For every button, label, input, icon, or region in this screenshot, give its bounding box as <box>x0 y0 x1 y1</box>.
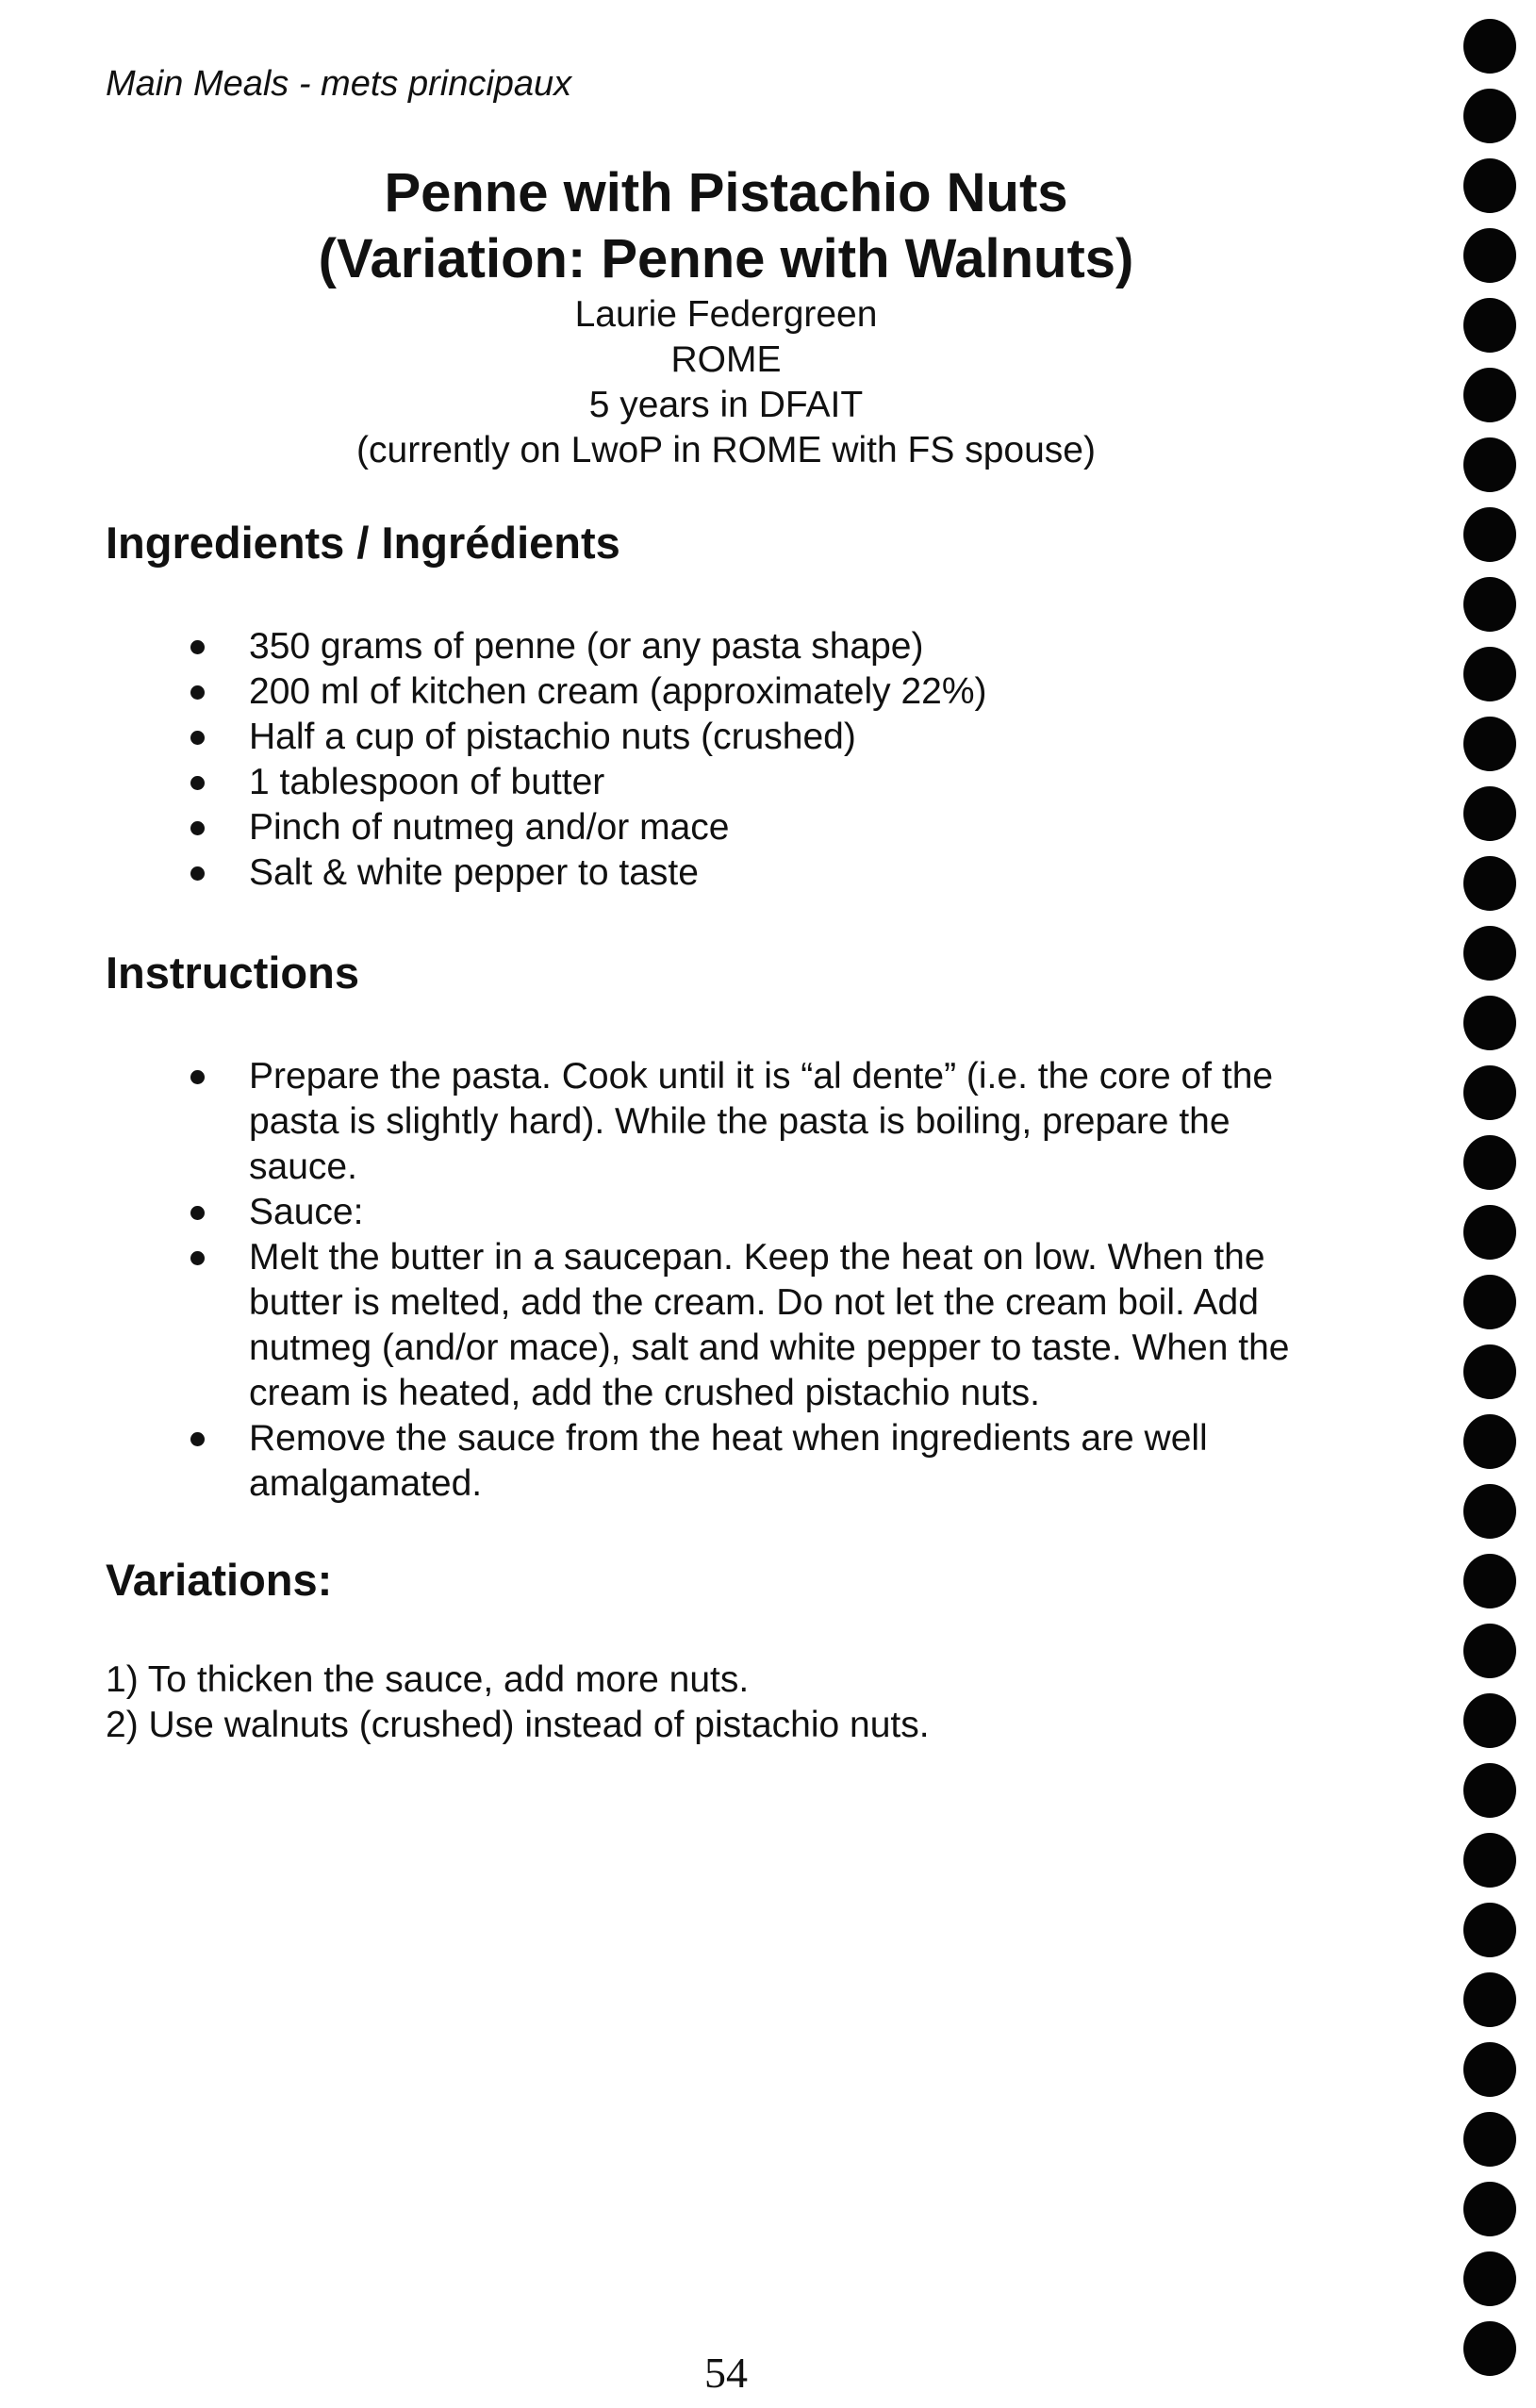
binding-hole-icon <box>1463 368 1516 422</box>
bullet-icon <box>190 821 205 835</box>
author-status: (currently on LwoP in ROME with FS spouse) <box>356 430 1096 470</box>
ingredient-text: Pinch of nutmeg and/or mace <box>249 807 730 848</box>
bullet-icon <box>190 1251 205 1265</box>
binding-hole-icon <box>1463 786 1516 841</box>
instruction-text: Sauce: <box>249 1192 364 1232</box>
binding-hole-icon <box>1463 437 1516 492</box>
binding-hole-icon <box>1463 1344 1516 1399</box>
ingredient-item <box>189 805 1358 850</box>
binding-hole-icon <box>1463 996 1516 1050</box>
binding-hole-icon <box>1463 2112 1516 2167</box>
recipe-title: Penne with Pistachio Nuts <box>384 162 1068 223</box>
binding-hole-icon <box>1463 1065 1516 1120</box>
instruction-text: Melt the butter in a saucepan. Keep the heat on low. When the butter is melted, add the cream. Do not let the cream boil. Add nutmeg (and/or mace), salt and white pepper to taste. When the cream is heated, add the crushed pistachio nuts. <box>249 1237 1290 1413</box>
author-name: Laurie Federgreen <box>574 294 878 335</box>
binding-holes <box>1463 19 1520 2408</box>
binding-hole-icon <box>1463 1135 1516 1190</box>
ingredients-list <box>189 624 1358 896</box>
recipe-title-block <box>104 160 1348 473</box>
binding-hole-icon <box>1463 1693 1516 1748</box>
binding-hole-icon <box>1463 158 1516 213</box>
binding-hole-icon <box>1463 19 1516 74</box>
bullet-icon <box>190 685 205 700</box>
ingredient-text: 350 grams of penne (or any pasta shape) <box>249 626 924 667</box>
binding-hole-icon <box>1463 2182 1516 2236</box>
binding-hole-icon <box>1463 647 1516 701</box>
bullet-icon <box>190 1432 205 1446</box>
instruction-step <box>189 1054 1330 1190</box>
instructions-heading: Instructions <box>106 948 359 998</box>
instructions-list <box>189 1054 1330 1507</box>
binding-hole-icon <box>1463 1833 1516 1888</box>
binding-hole-icon <box>1463 1972 1516 2027</box>
page-number: 54 <box>704 2349 748 2397</box>
bullet-icon <box>190 1206 205 1220</box>
binding-hole-icon <box>1463 926 1516 981</box>
binding-hole-icon <box>1463 1554 1516 1608</box>
instruction-text: Remove the sauce from the heat when ingredients are well amalgamated. <box>249 1418 1208 1504</box>
instruction-step <box>189 1235 1330 1416</box>
bullet-icon <box>190 640 205 654</box>
ingredient-text: Salt & white pepper to taste <box>249 852 699 893</box>
bullet-icon <box>190 1070 205 1084</box>
binding-hole-icon <box>1463 1903 1516 1957</box>
variation-item: 2) Use walnuts (crushed) instead of pistachio nuts. <box>106 1705 930 1745</box>
recipe-subtitle: (Variation: Penne with Walnuts) <box>318 228 1134 289</box>
binding-hole-icon <box>1463 2321 1516 2376</box>
binding-hole-icon <box>1463 1484 1516 1539</box>
ingredient-item <box>189 669 1358 715</box>
ingredients-heading: Ingredients / Ingrédients <box>106 518 620 568</box>
binding-hole-icon <box>1463 89 1516 143</box>
instruction-text: Prepare the pasta. Cook until it is “al dente” (i.e. the core of the pasta is slightly hard). While the pasta is boiling, prepare the sauce. <box>249 1056 1274 1187</box>
binding-hole-icon <box>1463 1275 1516 1329</box>
author-city: ROME <box>670 339 782 380</box>
ingredient-item <box>189 850 1358 896</box>
variation-item: 1) To thicken the sauce, add more nuts. <box>106 1659 750 1700</box>
binding-hole-icon <box>1463 856 1516 911</box>
binding-hole-icon <box>1463 1624 1516 1678</box>
binding-hole-icon <box>1463 1414 1516 1469</box>
bullet-icon <box>190 731 205 745</box>
binding-hole-icon <box>1463 228 1516 283</box>
ingredient-item <box>189 760 1358 805</box>
ingredient-item <box>189 715 1358 760</box>
ingredient-text: Half a cup of pistachio nuts (crushed) <box>249 717 856 757</box>
ingredient-text: 1 tablespoon of butter <box>249 762 605 802</box>
variations-heading: Variations: <box>106 1555 333 1605</box>
binding-hole-icon <box>1463 1763 1516 1818</box>
author-years: 5 years in DFAIT <box>588 385 864 425</box>
instruction-step <box>189 1416 1330 1507</box>
binding-hole-icon <box>1463 577 1516 632</box>
binding-hole-icon <box>1463 2042 1516 2097</box>
ingredient-text: 200 ml of kitchen cream (approximately 22%) <box>249 671 987 712</box>
binding-hole-icon <box>1463 2251 1516 2306</box>
binding-hole-icon <box>1463 298 1516 353</box>
ingredient-item <box>189 624 1358 669</box>
bullet-icon <box>190 776 205 790</box>
bullet-icon <box>190 866 205 881</box>
running-header: Main Meals - mets principaux <box>106 64 572 104</box>
binding-hole-icon <box>1463 507 1516 562</box>
binding-hole-icon <box>1463 1205 1516 1260</box>
instruction-step <box>189 1190 1330 1235</box>
binding-hole-icon <box>1463 717 1516 771</box>
